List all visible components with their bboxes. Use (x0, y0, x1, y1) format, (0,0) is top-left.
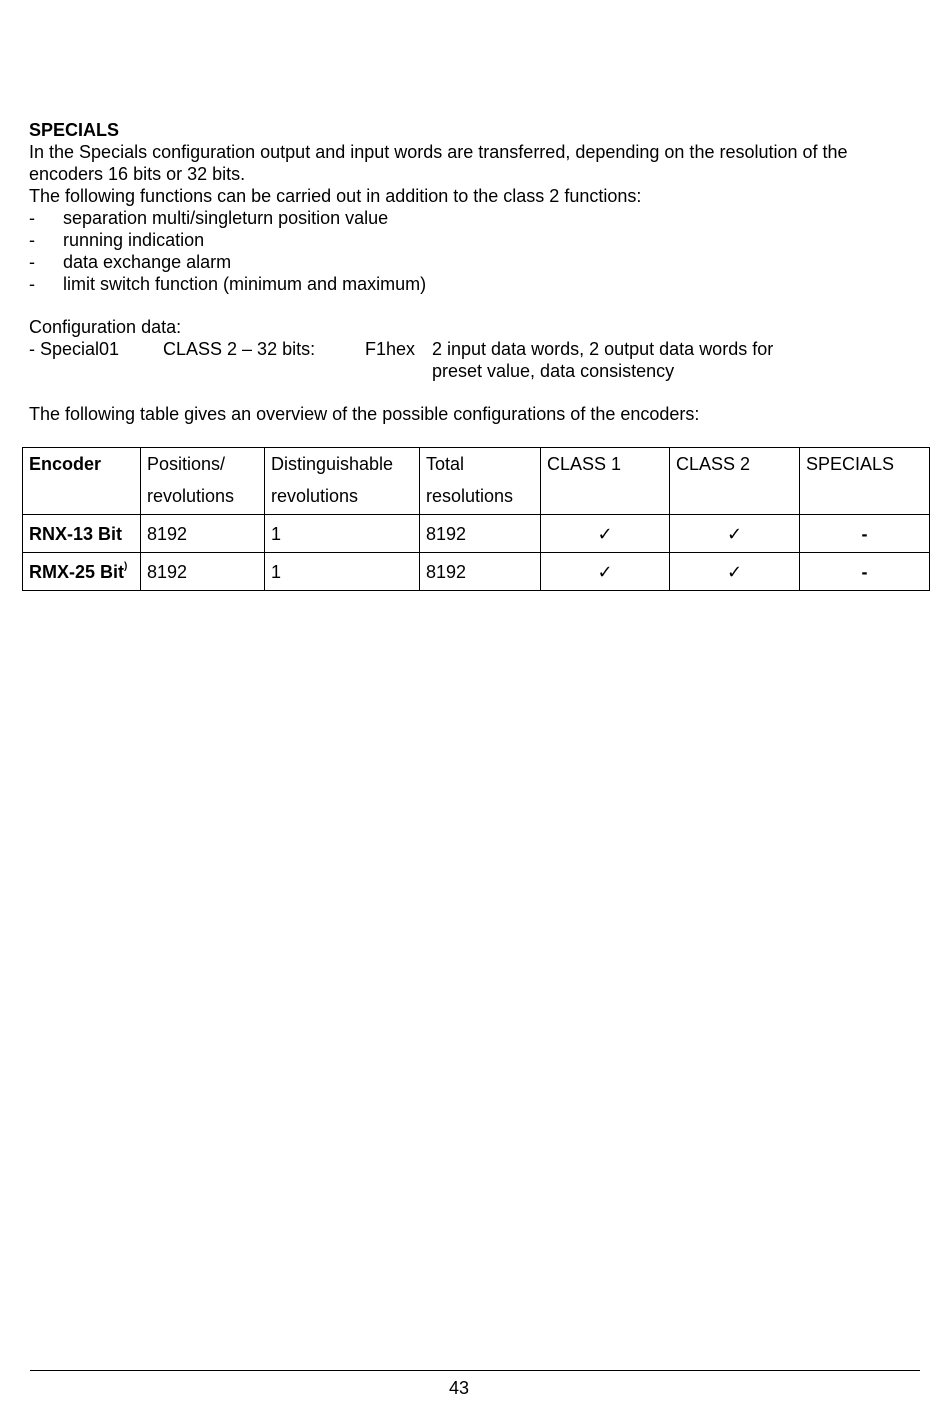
config-hex: F1hex (365, 339, 416, 359)
table-row (23, 515, 930, 553)
cell-distinguishable: 1 (265, 553, 420, 591)
functions-intro: The following functions can be carried out in addition to the class 2 functions: (29, 186, 642, 206)
check-icon: ✓ (541, 515, 670, 553)
cell-total: 8192 (420, 553, 541, 591)
function-list-item (29, 251, 929, 273)
encoder-config-table (22, 447, 930, 591)
config-name: - Special01 (29, 339, 120, 359)
intro-line-1: In the Specials configuration output and input words are transferred, depending on the resolution of the (29, 142, 848, 162)
cell-positions: 8192 (141, 515, 265, 553)
function-list-item (29, 207, 929, 229)
intro-line-2: encoders 16 bits or 32 bits. (29, 164, 246, 184)
function-list-item (29, 273, 929, 295)
header-positions: Positions/ revolutions (141, 448, 265, 515)
function-text: data exchange alarm (63, 252, 232, 272)
bullet-dash: - (29, 208, 35, 228)
check-icon: ✓ (670, 553, 800, 591)
cell-encoder: RNX-13 Bit (23, 515, 141, 553)
check-icon: ✓ (670, 515, 800, 553)
config-desc-line-1: 2 input data words, 2 output data words for (432, 339, 774, 359)
header-class2: CLASS 2 (670, 448, 800, 515)
header-encoder: Encoder (23, 448, 141, 515)
section-heading: SPECIALS (29, 120, 120, 140)
footer-divider (30, 1370, 920, 1371)
page-number: 43 (448, 1378, 470, 1398)
config-entry (29, 338, 929, 382)
config-description (432, 338, 812, 382)
config-desc-line-2: preset value, data consistency (432, 361, 675, 381)
config-class: CLASS 2 – 32 bits: (163, 339, 316, 359)
bullet-dash: - (29, 252, 35, 272)
config-label: Configuration data: (29, 317, 182, 337)
header-distinguishable: Distinguishable revolutions (265, 448, 420, 515)
cell-positions: 8192 (141, 553, 265, 591)
bullet-dash: - (29, 274, 35, 294)
table-intro: The following table gives an overview of the possible configurations of the encoders: (29, 404, 700, 424)
header-class1: CLASS 1 (541, 448, 670, 515)
table-row (23, 553, 930, 591)
bullet-dash: - (29, 230, 35, 250)
table-header-row (23, 448, 930, 515)
function-text: separation multi/singleturn position value (63, 208, 389, 228)
check-icon: ✓ (541, 553, 670, 591)
function-text: running indication (63, 230, 205, 250)
document-body (29, 119, 929, 425)
cell-encoder: RMX-25 Bit) (23, 553, 141, 591)
cell-distinguishable: 1 (265, 515, 420, 553)
function-list-item (29, 229, 929, 251)
cell-specials: - (800, 553, 930, 591)
cell-total: 8192 (420, 515, 541, 553)
function-text: limit switch function (minimum and maximum) (63, 274, 427, 294)
header-specials: SPECIALS (800, 448, 930, 515)
header-total: Total resolutions (420, 448, 541, 515)
cell-specials: - (800, 515, 930, 553)
